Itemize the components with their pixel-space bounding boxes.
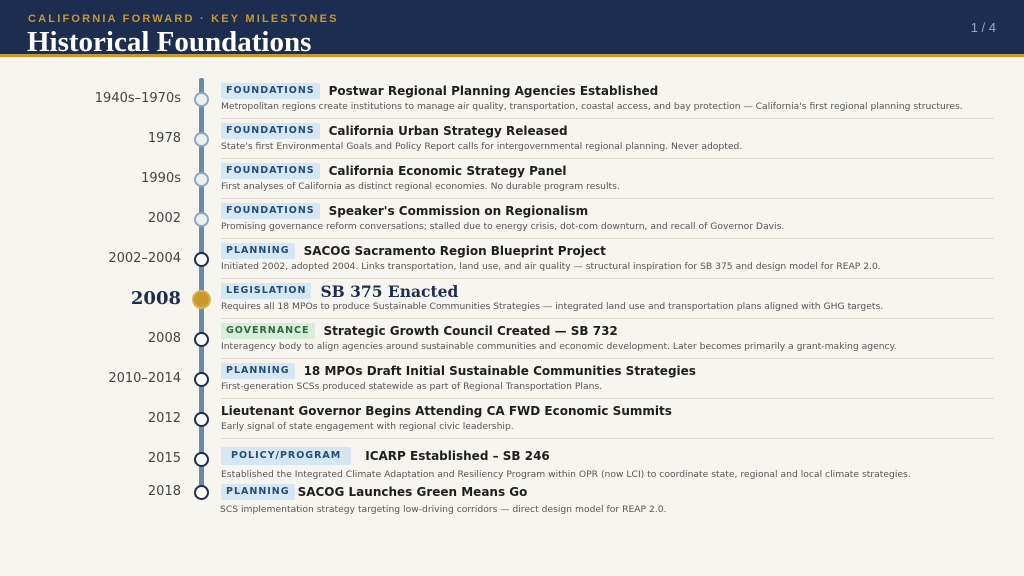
milestone-title: California Urban Strategy Released xyxy=(328,124,568,138)
milestone-title: SACOG Sacramento Region Blueprint Project xyxy=(303,244,606,258)
eyebrow-label: CALIFORNIA FORWARD · KEY MILESTONES xyxy=(28,13,339,25)
milestone-year: 2008 xyxy=(130,288,181,309)
timeline-item xyxy=(0,79,1024,119)
timeline-node xyxy=(194,372,209,387)
milestone-title: Lieutenant Governor Begins Attending CA FWD Economic Summits xyxy=(221,404,672,418)
timeline-node xyxy=(194,252,209,267)
milestone-year: 1940s–1970s xyxy=(94,91,181,106)
milestone-title: Speaker's Commission on Regionalism xyxy=(328,204,589,218)
timeline-item xyxy=(0,119,1024,159)
milestone-description: Promising governance reform conversations; stalled due to energy crisis, dot-com downturn, and recall of Governor Davis. xyxy=(221,221,785,232)
timeline-item xyxy=(0,359,1024,399)
milestone-year: 2002–2004 xyxy=(108,251,181,266)
timeline-node xyxy=(194,485,209,500)
timeline-node xyxy=(194,452,209,467)
milestone-description: Interagency body to align agencies around sustainable communities and economic development. Later becomes primarily a grant-making agency. xyxy=(221,341,897,352)
category-tag: LEGISLATION xyxy=(221,283,311,299)
timeline-node xyxy=(194,212,209,227)
slide-header xyxy=(0,0,1024,57)
timeline-node xyxy=(194,172,209,187)
timeline-node xyxy=(194,412,209,427)
milestone-year: 2010–2014 xyxy=(108,371,181,386)
milestone-title: Strategic Growth Council Created — SB 732 xyxy=(323,324,618,338)
timeline-item xyxy=(0,399,1024,439)
category-tag: FOUNDATIONS xyxy=(221,83,320,99)
milestone-description: First analyses of California as distinct regional economies. No durable program results. xyxy=(221,181,620,192)
category-tag: PLANNING xyxy=(221,363,295,379)
page-title: Historical Foundations xyxy=(27,26,312,58)
milestone-year: 1978 xyxy=(147,131,181,146)
milestone-description: State's first Environmental Goals and Policy Report calls for intergovernmental regional planning. Never adopted. xyxy=(221,141,743,152)
milestone-title: 18 MPOs Draft Initial Sustainable Communities Strategies xyxy=(303,364,696,378)
milestone-title: California Economic Strategy Panel xyxy=(328,164,567,178)
milestone-year: 1990s xyxy=(141,171,181,186)
timeline-item xyxy=(0,159,1024,199)
timeline-node xyxy=(194,92,209,107)
timeline-node xyxy=(194,132,209,147)
milestone-description: First-generation SCSs produced statewide as part of Regional Transportation Plans. xyxy=(221,381,603,392)
category-tag: FOUNDATIONS xyxy=(221,163,320,179)
timeline-item xyxy=(0,472,1024,515)
page-number: 1 / 4 xyxy=(970,20,996,35)
milestone-title: SB 375 Enacted xyxy=(320,281,459,301)
milestone-title: Postwar Regional Planning Agencies Established xyxy=(328,84,659,98)
milestone-year: 2012 xyxy=(147,411,181,426)
category-tag: FOUNDATIONS xyxy=(221,203,320,219)
milestone-description: Early signal of state engagement with regional civic leadership. xyxy=(221,421,514,432)
milestone-description: Metropolitan regions create institutions to manage air quality, transportation, coastal access, and bay protection — California's first regional planning structures. xyxy=(221,101,963,112)
timeline-item xyxy=(0,319,1024,359)
milestone-year: 2018 xyxy=(147,484,181,499)
timeline-node-highlight xyxy=(192,290,211,309)
milestone-description: Established the Integrated Climate Adaptation and Resiliency Program within OPR (now LCI) to coordinate state, regional and local climate strategies. xyxy=(221,469,911,480)
milestone-title: ICARP Established – SB 246 xyxy=(365,449,550,463)
milestone-description: Requires all 18 MPOs to produce Sustainable Communities Strategies — integrated land use and transportation plans aligned with GHG targets. xyxy=(221,301,884,312)
category-tag: PLANNING xyxy=(221,484,295,500)
category-tag: FOUNDATIONS xyxy=(221,123,320,139)
milestone-description: Initiated 2002, adopted 2004. Links transportation, land use, and air quality — structural inspiration for SB 375 and design model for REAP 2.0. xyxy=(221,261,881,272)
milestone-description: SCS implementation strategy targeting low-driving corridors — direct design model for REAP 2.0. xyxy=(220,504,667,515)
category-tag: POLICY/PROGRAM xyxy=(221,447,351,465)
timeline-item-highlight xyxy=(0,279,1024,319)
timeline-node xyxy=(194,332,209,347)
milestone-year: 2015 xyxy=(147,451,181,466)
category-tag: PLANNING xyxy=(221,243,295,259)
category-tag: GOVERNANCE xyxy=(221,323,315,339)
milestone-year: 2002 xyxy=(147,211,181,226)
milestone-title: SACOG Launches Green Means Go xyxy=(297,485,528,499)
milestone-year: 2008 xyxy=(147,331,181,346)
timeline-item xyxy=(0,239,1024,279)
timeline-item xyxy=(0,199,1024,239)
